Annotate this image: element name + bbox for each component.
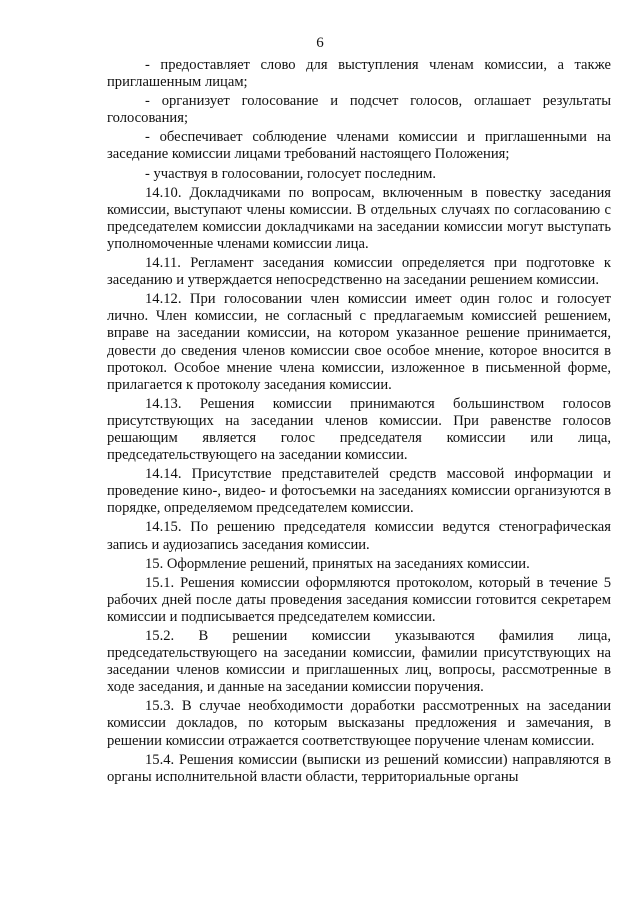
paragraph-14-10: 14.10. Докладчиками по вопросам, включенным в повестку заседания комиссии, выступают члены комиссии. В отдельных случаях по согласованию с председателем комиссии докладчиками на заседании комиссии могут выступать уполномоченные членами комиссии лица. [107, 184, 611, 252]
paragraph-14-11: 14.11. Регламент заседания комиссии определяется при подготовке к заседанию и утверждается непосредственно на заседании решением комиссии. [107, 255, 611, 289]
paragraph-15: 15. Оформление решений, принятых на заседаниях комиссии. [145, 555, 530, 572]
paragraph-15-1: 15.1. Решения комиссии оформляются протоколом, который в течение 5 рабочих дней после даты проведения заседания комиссии готовится секретарем комиссии и подписывается председателем комиссии. [107, 574, 611, 625]
paragraph-14-13: 14.13. Решения комиссии принимаются большинством голосов присутствующих на заседании членов комиссии. При равенстве голосов решающим является голос председателя комиссии или лица, председательствующего на заседании комиссии. [107, 395, 611, 464]
page-number: 6 [316, 35, 324, 51]
paragraph-14-12: 14.12. При голосовании член комиссии имеет один голос и голосует лично. Член комиссии, не согласный с предлагаемым комиссией решением, вправе на заседании комиссии, на котором указанное решение принимается, довести до сведения членов комиссии свое особое мнение, которое вносится в протокол. Особое мнение члена комиссии, изложенное в письменной форме, прилагается к протоколу заседания комиссии. [107, 291, 611, 393]
paragraph-15-3: 15.3. В случае необходимости доработки рассмотренных на заседании комиссии докладов, по которым высказаны предложения и замечания, в решении комиссии отражается соответствующее поручение членам комиссии. [107, 698, 611, 749]
paragraph-14-15: 14.15. По решению председателя комиссии ведутся стенографическая запись и аудиозапись заседания комиссии. [107, 519, 611, 553]
paragraph-chair-ensures-compliance: - обеспечивает соблюдение членами комиссии и приглашенными на заседание комиссии лицами требований настоящего Положения; [107, 129, 611, 163]
paragraph-chair-gives-floor: - предоставляет слово для выступления членам комиссии, а также приглашенным лицам; [107, 57, 611, 91]
paragraph-chair-organizes-vote: - организует голосование и подсчет голосов, оглашает результаты голосования; [107, 93, 611, 127]
document-body [107, 57, 611, 788]
paragraph-15-2: 15.2. В решении комиссии указываются фамилия лица, председательствующего на заседании комиссии, фамилии присутствующих на заседании членов комиссии и приглашенных лиц, вопросы, рассмотренные в ходе заседания, и данные на заседании комиссии поручения. [107, 628, 611, 696]
paragraph-14-14: 14.14. Присутствие представителей средств массовой информации и проведение кино-, видео- и фотосъемки на заседаниях комиссии организуются в порядке, определяемом председателем комиссии. [107, 466, 611, 517]
paragraph-15-4: 15.4. Решения комиссии (выписки из решений комиссии) направляются в органы исполнительной власти области, территориальные органы [107, 751, 611, 785]
paragraph-chair-votes-last: - участвуя в голосовании, голосует последним. [145, 165, 437, 182]
